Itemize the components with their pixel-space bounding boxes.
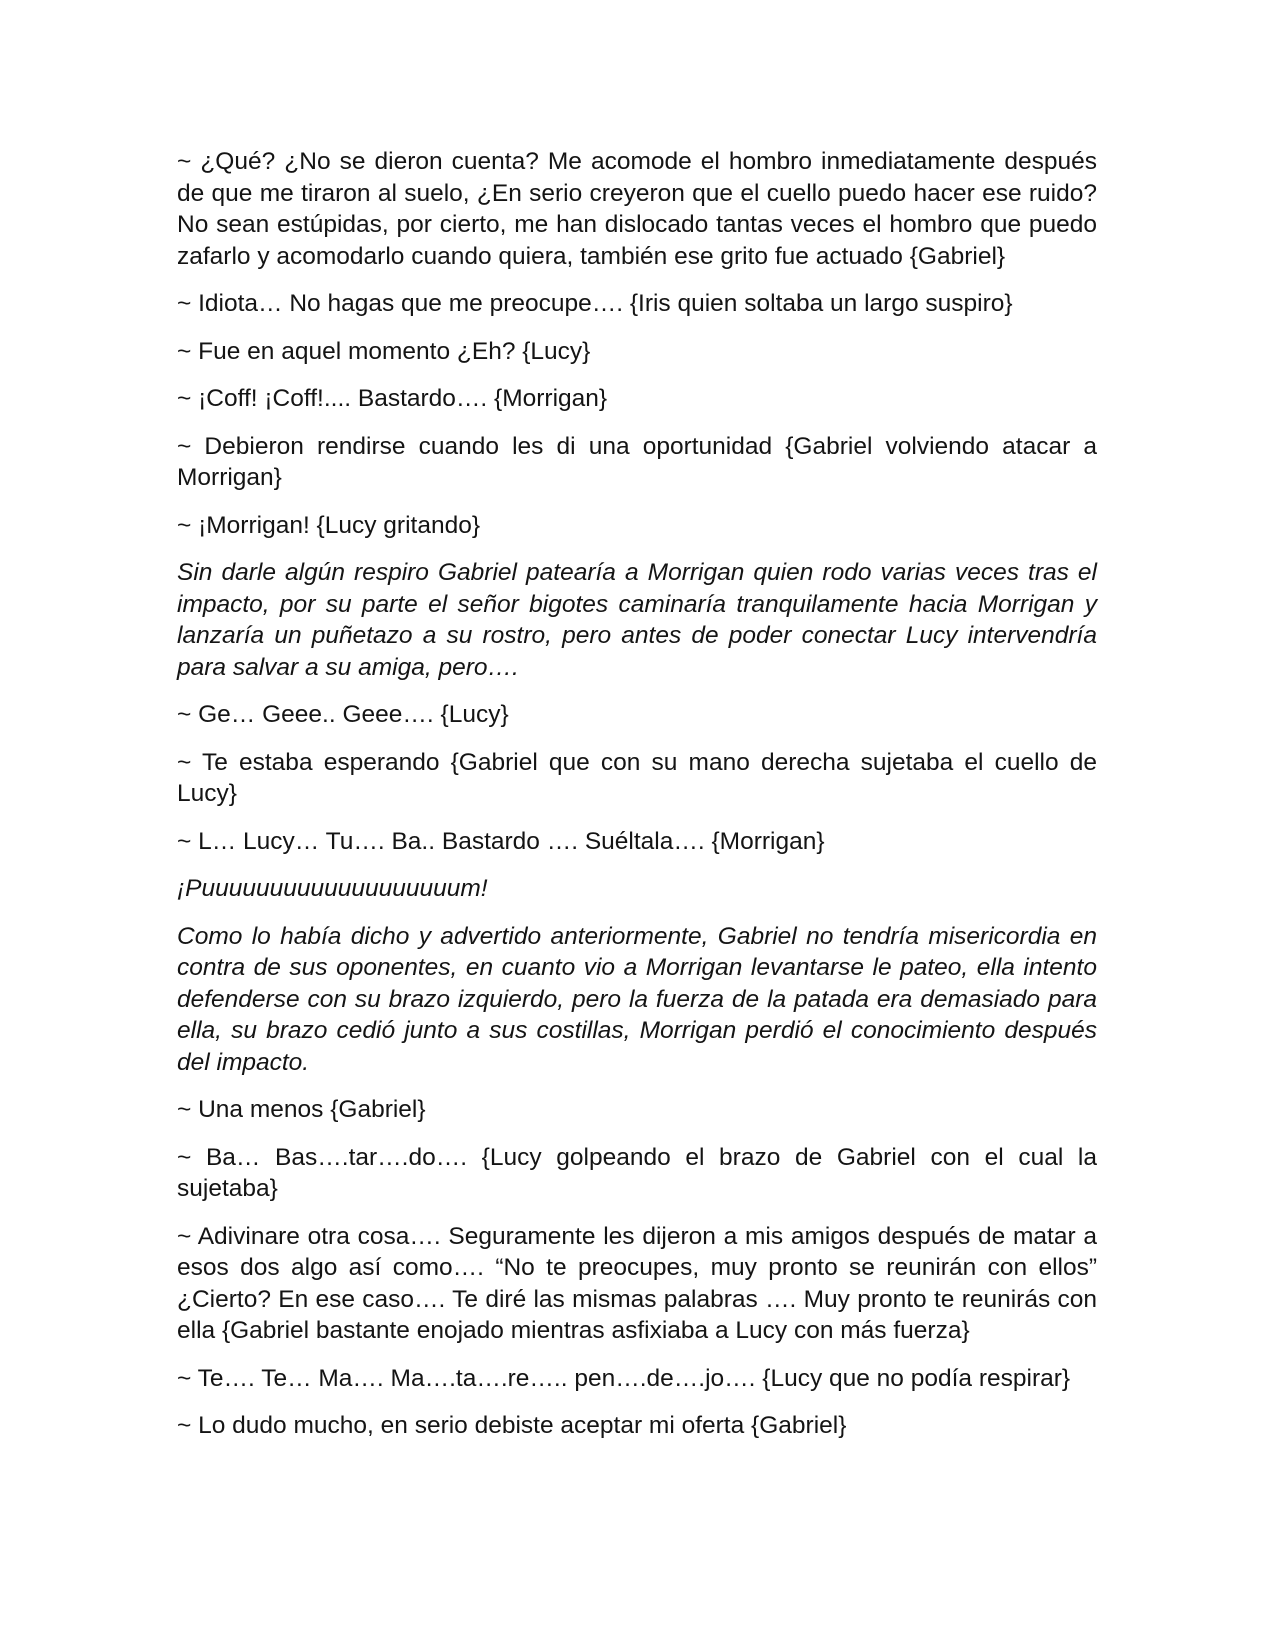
dialogue-paragraph: ~ Te estaba esperando {Gabriel que con su mano derecha sujetaba el cuello de Lucy} xyxy=(177,748,1097,807)
dialogue-paragraph: ~ Fue en aquel momento ¿Eh? {Lucy} xyxy=(177,337,591,365)
sound-effect-paragraph: ¡Puuuuuuuuuuuuuuuuuuum! xyxy=(177,875,488,902)
dialogue-paragraph: ~ Ba… Bas….tar….do…. {Lucy golpeando el brazo de Gabriel con el cual la sujetaba} xyxy=(177,1143,1097,1202)
dialogue-paragraph: ~ Te…. Te… Ma…. Ma….ta….re….. pen….de….jo…. {Lucy que no podía respirar} xyxy=(177,1364,1071,1392)
dialogue-paragraph: ~ Adivinare otra cosa…. Seguramente les dijeron a mis amigos después de matar a esos dos algo así como…. “No te preocupes, muy pronto se reunirán con ellos” ¿Cierto? En ese caso…. Te diré las mismas palabras …. Muy pronto te reunirás con ella {Gabriel bastante enojado mientras asfixiaba a Lucy con más fuerza} xyxy=(177,1222,1097,1344)
narration-paragraph: Sin darle algún respiro Gabriel patearía a Morrigan quien rodo varias veces tras el impacto, por su parte el señor bigotes caminaría tranquilamente hacia Morrigan y lanzaría un puñetazo a su rostro, pero antes de poder conectar Lucy intervendría para salvar a su amiga, pero…. xyxy=(177,559,1097,681)
dialogue-paragraph: ~ Debieron rendirse cuando les di una oportunidad {Gabriel volviendo atacar a Morrigan} xyxy=(177,432,1097,491)
dialogue-paragraph: ~ Idiota… No hagas que me preocupe…. {Iris quien soltaba un largo suspiro} xyxy=(177,290,1013,317)
dialogue-paragraph: ~ ¡Morrigan! {Lucy gritando} xyxy=(177,511,481,539)
dialogue-paragraph: ~ L… Lucy… Tu…. Ba.. Bastardo …. Suéltala…. {Morrigan} xyxy=(177,827,825,855)
dialogue-paragraph: ~ ¡Coff! ¡Coff!.... Bastardo…. {Morrigan} xyxy=(177,385,608,412)
dialogue-paragraph: ~ Una menos {Gabriel} xyxy=(177,1096,426,1123)
dialogue-paragraph: ~ ¿Qué? ¿No se dieron cuenta? Me acomode el hombro inmediatamente después de que me tiraron al suelo, ¿En serio creyeron que el cuello puedo hacer ese ruido? No sean estúpidas, por cierto, me han dislocado tantas veces el hombro que puedo zafarlo y acomodarlo cuando quiera, también ese grito fue actuado {Gabriel} xyxy=(177,148,1097,270)
narration-paragraph: Como lo había dicho y advertido anteriormente, Gabriel no tendría misericordia en contra de sus oponentes, en cuanto vio a Morrigan levantarse le pateo, ella intento defenderse con su brazo izquierdo, pero la fuerza de la patada era demasiado para ella, su brazo cedió junto a sus costillas, Morrigan perdió el conocimiento después del impacto. xyxy=(177,922,1097,1076)
document-page xyxy=(177,146,1097,1458)
dialogue-paragraph: ~ Lo dudo mucho, en serio debiste aceptar mi oferta {Gabriel} xyxy=(177,1412,847,1439)
dialogue-paragraph: ~ Ge… Geee.. Geee…. {Lucy} xyxy=(177,701,509,728)
